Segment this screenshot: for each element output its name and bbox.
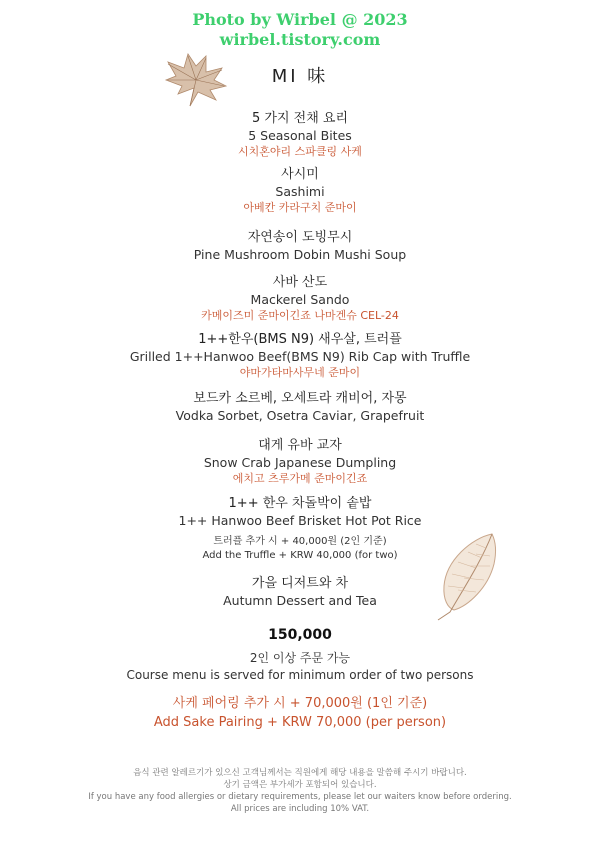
course-name-en: Snow Crab Japanese Dumpling — [203, 455, 397, 470]
course-name-en: Pine Mushroom Dobin Mushi Soup — [193, 247, 407, 262]
course-name-ko: 사시미 — [281, 167, 319, 182]
course-name-ko: 대게 유바 교자 — [258, 438, 342, 453]
course-item — [0, 274, 600, 324]
footer-vat-en: All prices are including 10% VAT. — [230, 804, 370, 814]
menu-title: MI 味 — [271, 66, 329, 87]
watermark-line-2: wirbel.tistory.com — [219, 30, 381, 49]
course-name-en: Mackerel Sando — [250, 292, 350, 307]
course-name-en: Sashimi — [275, 184, 325, 199]
course-item — [0, 110, 600, 160]
course-name-ko: 가을 디저트와 차 — [251, 576, 349, 591]
minimum-order-ko: 2인 이상 주문 가능 — [249, 651, 351, 665]
course-name-ko: 1++ 한우 차돌박이 솥밥 — [228, 496, 372, 511]
sake-pairing — [0, 694, 600, 732]
course-item — [0, 437, 600, 487]
course-name-en: 5 Seasonal Bites — [248, 128, 352, 143]
course-option-ko: 트러플 추가 시 + 40,000원 (2인 기준) — [213, 536, 387, 547]
sake-pairing-en: Add Sake Pairing + KRW 70,000 (per person) — [153, 715, 447, 730]
course-pairing: 야마가타마사무네 준마이 — [239, 366, 361, 379]
course-item — [0, 229, 600, 263]
course-name-ko: 자연송이 도빙무시 — [247, 230, 353, 245]
footer-notice — [0, 767, 600, 815]
course-name-en: Autumn Dessert and Tea — [223, 593, 377, 608]
course-item — [0, 390, 600, 424]
minimum-order-en: Course menu is served for minimum order of two persons — [126, 668, 474, 682]
footer-allergy-en: If you have any food allergies or dietary requirements, please let our waiters know before ordering. — [88, 792, 512, 802]
watermark-line-1: Photo by Wirbel @ 2023 — [192, 10, 408, 29]
footer-vat-ko: 상기 금액은 부가세가 포함되어 있습니다. — [223, 780, 377, 790]
course-name-ko: 5 가지 전채 요리 — [251, 111, 349, 126]
course-pairing: 카메이즈미 준마이긴죠 나마겐슈 CEL-24 — [201, 309, 399, 322]
course-item — [0, 575, 600, 609]
sake-pairing-ko: 사케 페어링 추가 시 + 70,000원 (1인 기준) — [172, 696, 428, 711]
course-option-en: Add the Truffle + KRW 40,000 (for two) — [202, 550, 398, 561]
course-name-en: 1++ Hanwoo Beef Brisket Hot Pot Rice — [178, 513, 422, 528]
course-item — [0, 331, 600, 381]
course-name-ko: 보드카 소르베, 오세트라 캐비어, 자몽 — [193, 391, 407, 406]
minimum-order — [0, 650, 600, 684]
course-name-ko: 1++한우(BMS N9) 새우살, 트러플 — [198, 332, 402, 347]
course-name-en: Grilled 1++Hanwoo Beef(BMS N9) Rib Cap with Truffle — [129, 349, 471, 364]
course-pairing: 시치혼야리 스파클링 사케 — [238, 145, 362, 158]
course-name-en: Vodka Sorbet, Osetra Caviar, Grapefruit — [175, 408, 425, 423]
course-pairing: 아베칸 카라구치 준마이 — [243, 201, 357, 214]
birch-leaf-icon — [432, 530, 502, 622]
course-pairing: 에치고 츠루가메 준마이긴죠 — [232, 472, 368, 485]
course-price: 150,000 — [268, 627, 332, 643]
footer-allergy-ko: 음식 관련 알레르기가 있으신 고객님께서는 직원에게 해당 내용을 말씀해 주시기 바랍니다. — [133, 768, 467, 778]
course-item — [0, 166, 600, 216]
course-name-ko: 사바 산도 — [272, 275, 328, 290]
course-item — [0, 495, 600, 563]
